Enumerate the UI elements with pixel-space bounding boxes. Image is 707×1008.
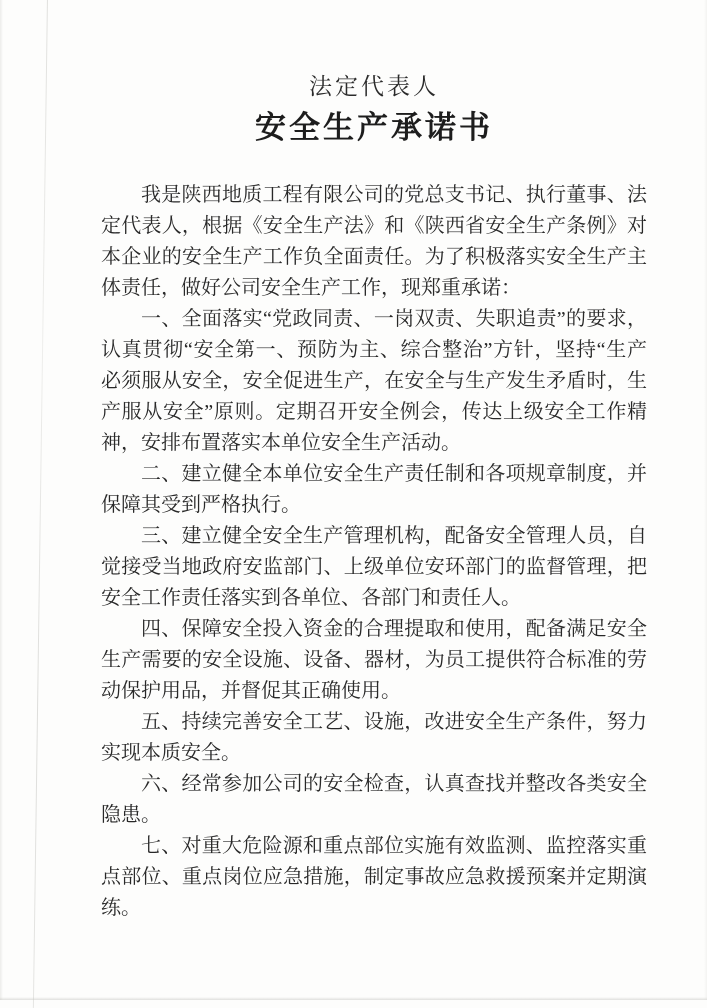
clause-7-paragraph: 七、对重大危险源和重点部位实施有效监测、监控落实重点部位、重点岗位应急措施，制定事故应急救援预案并定期演练。	[101, 835, 647, 919]
clause-4-paragraph: 四、保障安全投入资金的合理提取和使用，配备满足安全生产需要的安全设施、设备、器材，为员工提供符合标准的劳动保护用品，并督促其正确使用。	[101, 618, 647, 702]
document-body	[101, 180, 647, 924]
clause-3-paragraph: 三、建立健全安全生产管理机构，配备安全管理人员，自觉接受当地政府安监部门、上级单位安环部门的监督管理，把安全工作责任落实到各单位、各部门和责任人。	[101, 525, 647, 609]
document-subtitle: 法定代表人	[309, 74, 439, 99]
document-title: 安全生产承诺书	[255, 110, 493, 145]
document-content	[101, 72, 647, 924]
clause-2-paragraph: 二、建立健全本单位安全生产责任制和各项规章制度，并保障其受到严格执行。	[101, 463, 647, 516]
intro-paragraph: 我是陕西地质工程有限公司的党总支书记、执行董事、法定代表人，根据《安全生产法》和《陕西省安全生产条例》对本企业的安全生产工作负全面责任。为了积极落实安全生产主体责任，做好公司安全生产工作，现郑重承诺：	[101, 184, 647, 299]
clause-5-paragraph: 五、持续完善安全工艺、设施，改进安全生产条件，努力实现本质安全。	[101, 711, 647, 764]
clause-6-paragraph: 六、经常参加公司的安全检查，认真查找并整改各类安全隐患。	[101, 773, 647, 826]
clause-1-paragraph: 一、全面落实“党政同责、一岗双责、失职追责”的要求，认真贯彻“安全第一、预防为主、综合整治”方针，坚持“生产必须服从安全，安全促进生产，在安全与生产发生矛盾时，生产服从安全”原则。定期召开安全例会，传达上级安全工作精神，安排布置落实本单位安全生产活动。	[101, 308, 647, 454]
